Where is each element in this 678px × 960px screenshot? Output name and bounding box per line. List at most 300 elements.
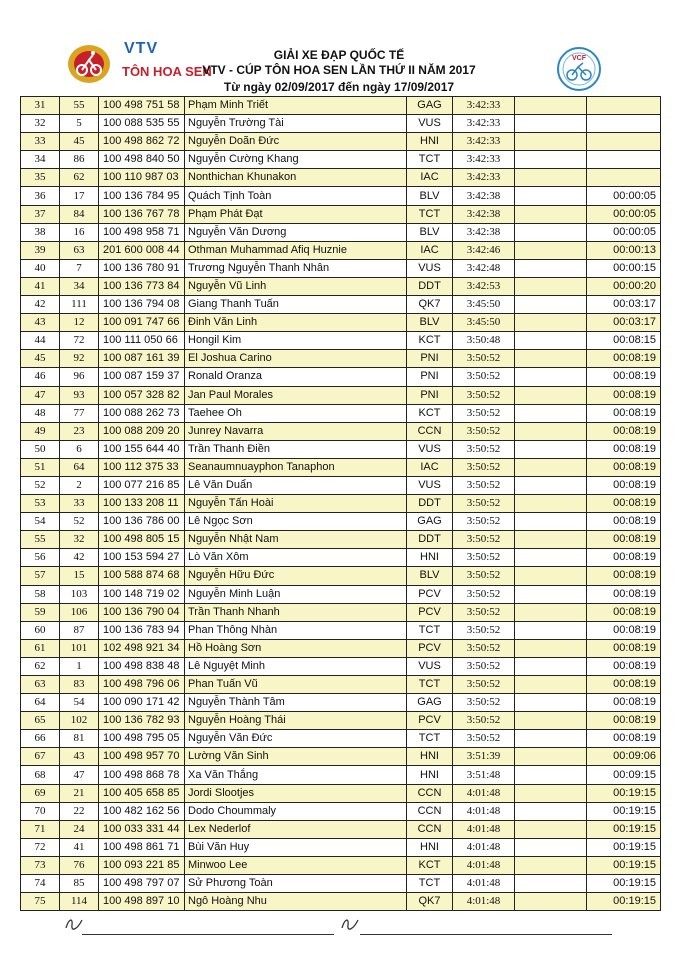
cell-rank: 54 (21, 513, 60, 531)
cell-uci-id: 100 136 790 04 (99, 603, 185, 621)
cell-bib: 17 (60, 187, 99, 205)
cell-gap: 00:00:05 (587, 205, 661, 223)
cell-blank (515, 838, 587, 856)
cell-rank: 43 (21, 314, 60, 332)
cell-uci-id: 100 498 796 06 (99, 676, 185, 694)
cell-team: BLV (407, 567, 453, 585)
cell-team: IAC (407, 241, 453, 259)
cell-bib: 103 (60, 585, 99, 603)
cell-rider-name: Ngô Hoàng Nhu (185, 893, 407, 911)
cell-rank: 40 (21, 259, 60, 277)
table-row (21, 784, 661, 802)
cell-team: TCT (407, 621, 453, 639)
cell-rank: 59 (21, 603, 60, 621)
cell-rider-name: Jan Paul Morales (185, 386, 407, 404)
signature-mark-left (64, 916, 84, 932)
cell-time: 4:01:48 (453, 838, 515, 856)
cell-gap: 00:08:19 (587, 404, 661, 422)
cell-time: 3:50:52 (453, 567, 515, 585)
table-row (21, 766, 661, 784)
table-row (21, 296, 661, 314)
cell-team: KCT (407, 332, 453, 350)
cell-rank: 68 (21, 766, 60, 784)
cell-bib: 41 (60, 838, 99, 856)
cell-rider-name: Nguyễn Cường Khang (185, 151, 407, 169)
cell-rank: 46 (21, 368, 60, 386)
cell-blank (515, 332, 587, 350)
table-row (21, 422, 661, 440)
cell-time: 4:01:48 (453, 893, 515, 911)
cell-uci-id: 100 498 897 10 (99, 893, 185, 911)
cell-rank: 61 (21, 639, 60, 657)
cell-uci-id: 100 153 594 27 (99, 549, 185, 567)
cell-blank (515, 639, 587, 657)
table-row (21, 332, 661, 350)
cell-team: TCT (407, 730, 453, 748)
cell-team: HNI (407, 549, 453, 567)
cell-gap: 00:00:15 (587, 259, 661, 277)
cell-blank (515, 259, 587, 277)
cell-team: KCT (407, 856, 453, 874)
cell-blank (515, 277, 587, 295)
cell-rider-name: Lê Ngọc Sơn (185, 513, 407, 531)
cell-bib: 76 (60, 856, 99, 874)
cell-rider-name: Hongil Kim (185, 332, 407, 350)
cell-blank (515, 350, 587, 368)
cell-time: 3:42:38 (453, 223, 515, 241)
table-row (21, 657, 661, 675)
cell-team: DDT (407, 495, 453, 513)
cell-gap: 00:00:20 (587, 277, 661, 295)
cell-rank: 69 (21, 784, 60, 802)
cell-rider-name: Giang Thanh Tuấn (185, 296, 407, 314)
cell-uci-id: 100 498 838 48 (99, 657, 185, 675)
cell-blank (515, 856, 587, 874)
table-row (21, 187, 661, 205)
cell-time: 4:01:48 (453, 875, 515, 893)
table-row (21, 875, 661, 893)
signature-line-right (360, 934, 612, 935)
cell-gap (587, 115, 661, 133)
cell-rider-name: Nonthichan Khunakon (185, 169, 407, 187)
table-row (21, 567, 661, 585)
cell-time: 3:45:50 (453, 314, 515, 332)
cell-time: 3:50:52 (453, 603, 515, 621)
cell-gap: 00:08:19 (587, 676, 661, 694)
table-row (21, 495, 661, 513)
cell-bib: 32 (60, 531, 99, 549)
cell-bib: 86 (60, 151, 99, 169)
cell-rider-name: Lex Nederlof (185, 820, 407, 838)
cell-uci-id: 100 498 805 15 (99, 531, 185, 549)
table-row (21, 223, 661, 241)
cell-blank (515, 458, 587, 476)
cell-rider-name: Junrey Navarra (185, 422, 407, 440)
cell-uci-id: 100 110 987 03 (99, 169, 185, 187)
cell-time: 3:50:52 (453, 458, 515, 476)
table-row (21, 404, 661, 422)
cell-uci-id: 100 091 747 66 (99, 314, 185, 332)
cell-rider-name: Lê Văn Duẩn (185, 476, 407, 494)
cell-team: VUS (407, 440, 453, 458)
cell-gap: 00:08:15 (587, 332, 661, 350)
cell-uci-id: 100 112 375 33 (99, 458, 185, 476)
cell-gap: 00:19:15 (587, 893, 661, 911)
cell-rank: 47 (21, 386, 60, 404)
cell-time: 3:42:53 (453, 277, 515, 295)
cell-rank: 58 (21, 585, 60, 603)
table-row (21, 549, 661, 567)
cell-rank: 41 (21, 277, 60, 295)
cell-team: VUS (407, 259, 453, 277)
cell-bib: 23 (60, 422, 99, 440)
cell-gap: 00:08:19 (587, 368, 661, 386)
cell-bib: 106 (60, 603, 99, 621)
cell-uci-id: 100 057 328 82 (99, 386, 185, 404)
table-row (21, 97, 661, 115)
cell-rider-name: Lê Nguyệt Minh (185, 657, 407, 675)
table-row (21, 712, 661, 730)
cell-rider-name: Dodo Choummaly (185, 802, 407, 820)
cell-uci-id: 100 136 794 08 (99, 296, 185, 314)
cell-team: BLV (407, 187, 453, 205)
cell-blank (515, 712, 587, 730)
cell-rider-name: Nguyễn Vũ Linh (185, 277, 407, 295)
cell-bib: 96 (60, 368, 99, 386)
table-row (21, 314, 661, 332)
cell-blank (515, 531, 587, 549)
cell-rider-name: Nguyễn Minh Luận (185, 585, 407, 603)
cell-rank: 49 (21, 422, 60, 440)
cell-bib: 52 (60, 513, 99, 531)
cell-uci-id: 100 498 861 71 (99, 838, 185, 856)
cell-bib: 87 (60, 621, 99, 639)
cell-rider-name: Phan Thông Nhàn (185, 621, 407, 639)
cell-time: 3:50:52 (453, 422, 515, 440)
cell-time: 3:42:38 (453, 187, 515, 205)
cell-time: 3:50:52 (453, 585, 515, 603)
logo-ton-hoa-sen-text: TÔN HOA SEN (122, 64, 212, 79)
cell-rank: 53 (21, 495, 60, 513)
cell-gap: 00:03:17 (587, 296, 661, 314)
cell-team: VUS (407, 657, 453, 675)
cell-uci-id: 100 136 783 94 (99, 621, 185, 639)
cell-gap: 00:08:19 (587, 531, 661, 549)
cell-team: PCV (407, 585, 453, 603)
cell-rank: 52 (21, 476, 60, 494)
cell-rider-name: Phạm Phát Đạt (185, 205, 407, 223)
cell-rank: 74 (21, 875, 60, 893)
cell-blank (515, 748, 587, 766)
cell-uci-id: 100 087 159 37 (99, 368, 185, 386)
cell-uci-id: 100 077 216 85 (99, 476, 185, 494)
cell-time: 3:42:33 (453, 151, 515, 169)
cell-time: 3:50:52 (453, 712, 515, 730)
cell-gap: 00:08:19 (587, 712, 661, 730)
competition-title: GIẢI XE ĐẠP QUỐC TẾ (273, 48, 405, 62)
cell-time: 3:42:33 (453, 97, 515, 115)
cell-rank: 64 (21, 694, 60, 712)
cell-rank: 67 (21, 748, 60, 766)
cell-team: HNI (407, 133, 453, 151)
cell-time: 3:50:52 (453, 639, 515, 657)
cell-blank (515, 476, 587, 494)
cell-bib: 33 (60, 495, 99, 513)
cell-bib: 81 (60, 730, 99, 748)
cell-rider-name: Đinh Văn Linh (185, 314, 407, 332)
table-row (21, 476, 661, 494)
cell-team: PNI (407, 350, 453, 368)
table-row (21, 151, 661, 169)
cell-blank (515, 784, 587, 802)
cell-bib: 43 (60, 748, 99, 766)
cell-team: DDT (407, 531, 453, 549)
cell-uci-id: 201 600 008 44 (99, 241, 185, 259)
cell-time: 3:42:46 (453, 241, 515, 259)
cell-uci-id: 100 498 957 70 (99, 748, 185, 766)
cell-team: PCV (407, 603, 453, 621)
cell-uci-id: 100 093 221 85 (99, 856, 185, 874)
cell-blank (515, 495, 587, 513)
page-header (0, 0, 678, 96)
cell-blank (515, 657, 587, 675)
cell-rank: 65 (21, 712, 60, 730)
cell-blank (515, 404, 587, 422)
cell-rank: 45 (21, 350, 60, 368)
table-row (21, 133, 661, 151)
cell-gap: 00:19:15 (587, 875, 661, 893)
table-row (21, 241, 661, 259)
cell-time: 3:50:52 (453, 476, 515, 494)
cell-time: 3:51:48 (453, 766, 515, 784)
cell-gap: 00:19:15 (587, 838, 661, 856)
table-row (21, 639, 661, 657)
cell-team: CCN (407, 422, 453, 440)
cell-rider-name: Jordi Slootjes (185, 784, 407, 802)
cell-bib: 22 (60, 802, 99, 820)
table-row (21, 802, 661, 820)
table-row (21, 676, 661, 694)
cell-time: 3:42:33 (453, 115, 515, 133)
cell-time: 3:50:48 (453, 332, 515, 350)
cell-rank: 63 (21, 676, 60, 694)
cell-blank (515, 205, 587, 223)
cell-rank: 50 (21, 440, 60, 458)
cell-blank (515, 621, 587, 639)
cell-uci-id: 100 136 786 00 (99, 513, 185, 531)
cell-bib: 72 (60, 332, 99, 350)
cell-blank (515, 875, 587, 893)
cell-gap: 00:08:19 (587, 585, 661, 603)
cell-bib: 21 (60, 784, 99, 802)
cell-bib: 83 (60, 676, 99, 694)
cell-time: 3:51:39 (453, 748, 515, 766)
cell-gap: 00:08:19 (587, 694, 661, 712)
cell-gap: 00:08:19 (587, 386, 661, 404)
cell-rider-name: Xa Văn Thắng (185, 766, 407, 784)
cell-team: HNI (407, 766, 453, 784)
cell-rider-name: Nguyễn Tấn Hoài (185, 495, 407, 513)
cell-gap: 00:08:19 (587, 730, 661, 748)
cell-rank: 57 (21, 567, 60, 585)
cell-team: TCT (407, 676, 453, 694)
table-row (21, 440, 661, 458)
cell-blank (515, 603, 587, 621)
signature-line-left (82, 934, 334, 935)
cell-time: 3:50:52 (453, 440, 515, 458)
cell-rider-name: Nguyễn Nhật Nam (185, 531, 407, 549)
cell-rider-name: Phan Tuấn Vũ (185, 676, 407, 694)
cell-rider-name: Phạm Minh Triết (185, 97, 407, 115)
cell-gap: 00:08:19 (587, 567, 661, 585)
cell-gap: 00:19:15 (587, 820, 661, 838)
cell-blank (515, 585, 587, 603)
cell-rider-name: Ronald Oranza (185, 368, 407, 386)
cell-bib: 92 (60, 350, 99, 368)
cell-blank (515, 133, 587, 151)
cell-time: 3:42:38 (453, 205, 515, 223)
cell-blank (515, 422, 587, 440)
cell-rank: 32 (21, 115, 60, 133)
cell-gap: 00:08:19 (587, 549, 661, 567)
table-row (21, 169, 661, 187)
cell-rank: 71 (21, 820, 60, 838)
cell-uci-id: 100 136 780 91 (99, 259, 185, 277)
cell-time: 3:50:52 (453, 549, 515, 567)
cell-gap: 00:19:15 (587, 802, 661, 820)
cell-rider-name: Nguyễn Thành Tâm (185, 694, 407, 712)
cell-time: 3:50:52 (453, 386, 515, 404)
cell-uci-id: 102 498 921 34 (99, 639, 185, 657)
cell-uci-id: 100 111 050 66 (99, 332, 185, 350)
cell-rider-name: Quách Tịnh Toàn (185, 187, 407, 205)
cell-team: PNI (407, 386, 453, 404)
cell-blank (515, 676, 587, 694)
cell-team: TCT (407, 205, 453, 223)
cell-bib: 24 (60, 820, 99, 838)
cell-bib: 42 (60, 549, 99, 567)
cell-team: DDT (407, 277, 453, 295)
cell-bib: 16 (60, 223, 99, 241)
cell-rank: 62 (21, 657, 60, 675)
cell-blank (515, 440, 587, 458)
cell-rank: 51 (21, 458, 60, 476)
cell-gap: 00:09:06 (587, 748, 661, 766)
cell-bib: 102 (60, 712, 99, 730)
cell-rider-name: Nguyễn Hoàng Thái (185, 712, 407, 730)
cell-rank: 42 (21, 296, 60, 314)
cell-gap: 00:08:19 (587, 458, 661, 476)
cell-gap: 00:08:19 (587, 476, 661, 494)
cell-blank (515, 730, 587, 748)
cell-rank: 37 (21, 205, 60, 223)
cell-bib: 5 (60, 115, 99, 133)
cell-uci-id: 100 498 868 78 (99, 766, 185, 784)
cell-blank (515, 187, 587, 205)
cell-team: CCN (407, 784, 453, 802)
cell-blank (515, 151, 587, 169)
cell-team: GAG (407, 97, 453, 115)
cell-rank: 33 (21, 133, 60, 151)
cell-blank (515, 893, 587, 911)
cell-rider-name: Nguyễn Doãn Đức (185, 133, 407, 151)
cell-gap: 00:08:19 (587, 657, 661, 675)
cell-bib: 45 (60, 133, 99, 151)
cell-uci-id: 100 498 958 71 (99, 223, 185, 241)
cell-bib: 12 (60, 314, 99, 332)
cell-gap: 00:08:19 (587, 603, 661, 621)
cell-time: 4:01:48 (453, 802, 515, 820)
cell-time: 3:50:52 (453, 368, 515, 386)
vcf-logo-text: VCF (572, 55, 586, 62)
cell-uci-id: 100 498 797 07 (99, 875, 185, 893)
cell-gap: 00:00:05 (587, 187, 661, 205)
cell-bib: 77 (60, 404, 99, 422)
cell-rider-name: Seanaumnuayphon Tanaphon (185, 458, 407, 476)
cell-uci-id: 100 090 171 42 (99, 694, 185, 712)
cell-gap: 00:08:19 (587, 495, 661, 513)
competition-dates: Từ ngày 02/09/2017 đến ngày 17/09/2017 (223, 80, 455, 94)
cell-time: 3:42:48 (453, 259, 515, 277)
cell-bib: 15 (60, 567, 99, 585)
cell-time: 3:45:50 (453, 296, 515, 314)
cell-uci-id: 100 088 535 55 (99, 115, 185, 133)
cell-bib: 111 (60, 296, 99, 314)
cell-blank (515, 567, 587, 585)
table-row (21, 531, 661, 549)
cell-bib: 1 (60, 657, 99, 675)
cell-uci-id: 100 148 719 02 (99, 585, 185, 603)
cell-uci-id: 100 498 862 72 (99, 133, 185, 151)
cell-team: GAG (407, 694, 453, 712)
table-row (21, 115, 661, 133)
cell-team: IAC (407, 169, 453, 187)
cell-rank: 39 (21, 241, 60, 259)
cell-team: BLV (407, 314, 453, 332)
cell-gap: 00:00:13 (587, 241, 661, 259)
cell-gap: 00:08:19 (587, 422, 661, 440)
cell-uci-id: 100 482 162 56 (99, 802, 185, 820)
cell-team: CCN (407, 802, 453, 820)
cell-uci-id: 100 133 208 11 (99, 495, 185, 513)
cell-rider-name: Taehee Oh (185, 404, 407, 422)
cell-gap: 00:09:15 (587, 766, 661, 784)
logo-vtv-text: VTV (124, 40, 159, 57)
cell-gap: 00:00:05 (587, 223, 661, 241)
cell-uci-id: 100 498 751 58 (99, 97, 185, 115)
cell-rider-name: Minwoo Lee (185, 856, 407, 874)
table-row (21, 621, 661, 639)
cell-uci-id: 100 136 784 95 (99, 187, 185, 205)
cell-bib: 2 (60, 476, 99, 494)
cell-blank (515, 802, 587, 820)
cell-team: KCT (407, 404, 453, 422)
table-row (21, 368, 661, 386)
cell-bib: 93 (60, 386, 99, 404)
cell-rider-name: Othman Muhammad Afiq Huznie (185, 241, 407, 259)
cell-rider-name: Trần Thanh Điền (185, 440, 407, 458)
signature-mark-right (340, 916, 360, 932)
cell-rider-name: Hồ Hoàng Sơn (185, 639, 407, 657)
cell-team: PNI (407, 368, 453, 386)
cell-bib: 55 (60, 97, 99, 115)
cell-bib: 47 (60, 766, 99, 784)
cell-team: IAC (407, 458, 453, 476)
table-row (21, 856, 661, 874)
cell-team: QK7 (407, 893, 453, 911)
cell-blank (515, 820, 587, 838)
cell-time: 3:50:52 (453, 676, 515, 694)
